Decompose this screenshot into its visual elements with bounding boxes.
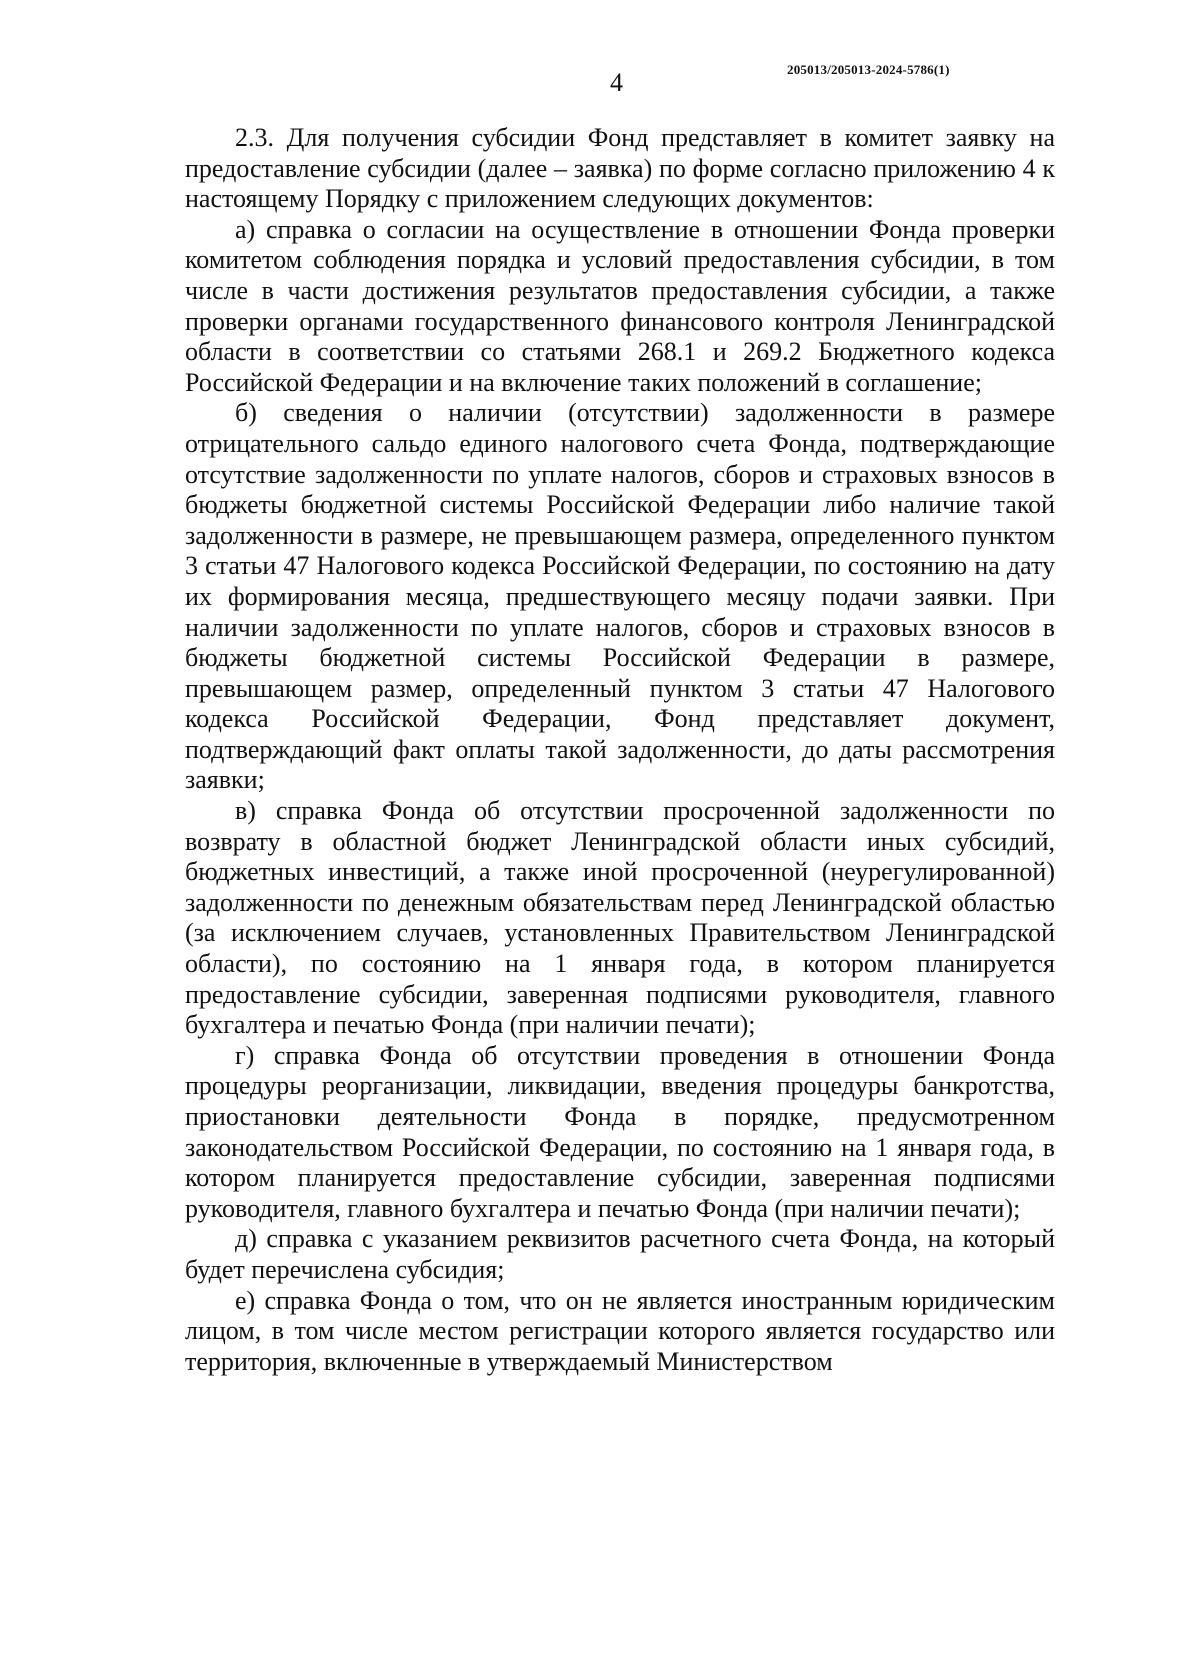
paragraph-item-a: а) справка о согласии на осуществление в отношении Фонда проверки комитетом соблюдения порядка и условий предоставления субсидии, в том числе в части достижения результатов предоставления субсидии, а также проверки органами государственного финансового контроля Ленинградской области в соответствии со статьями 268.1 и 269.2 Бюджетного кодекса Российской Федерации и на включение таких положений в соглашение;: [185, 214, 1055, 397]
document-body: [185, 123, 1055, 1377]
paragraph-2-3: 2.3. Для получения субсидии Фонд представляет в комитет заявку на предоставление субсидии (далее – заявка) по форме согласно приложению 4 к настоящему Порядку с приложением следующих документов:: [185, 123, 1055, 214]
paragraph-item-e: е) справка Фонда о том, что он не является иностранным юридическим лицом, в том числе местом регистрации которого является государство или территория, включенные в утверждаемый Министерством: [185, 1285, 1055, 1376]
paragraph-item-b: б) сведения о наличии (отсутствии) задолженности в размере отрицательного сальдо единого налогового счета Фонда, подтверждающие отсутствие задолженности по уплате налогов, сборов и страховых взносов в бюджеты бюджетной системы Российской Федерации либо наличие такой задолженности в размере, не превышающем размера, определенного пунктом 3 статьи 47 Налогового кодекса Российской Федерации, по состоянию на дату их формирования месяца, предшествующего месяцу подачи заявки. При наличии задолженности по уплате налогов, сборов и страховых взносов в бюджеты бюджетной системы Российской Федерации в размере, превышающем размер, определенный пунктом 3 статьи 47 Налогового кодекса Российской Федерации, Фонд представляет документ, подтверждающий факт оплаты такой задолженности, до даты рассмотрения заявки;: [185, 398, 1055, 795]
paragraph-item-d: д) справка с указанием реквизитов расчетного счета Фонда, на который будет перечислена субсидия;: [185, 1224, 1055, 1284]
paragraph-item-v: в) справка Фонда об отсутствии просроченной задолженности по возврату в областной бюджет Ленинградской области иных субсидий, бюджетных инвестиций, а также иной просроченной (неурегулированной) задолженности по денежным обязательствам перед Ленинградской областью (за исключением случаев, установленных Правительством Ленинградской области), по состоянию на 1 января года, в котором планируется предоставление субсидии, заверенная подписями руководителя, главного бухгалтера и печатью Фонда (при наличии печати);: [185, 796, 1055, 1040]
paragraph-item-g: г) справка Фонда об отсутствии проведения в отношении Фонда процедуры реорганизации, ликвидации, введения процедуры банкротства, приостановки деятельности Фонда в порядке, предусмотренном законодательством Российской Федерации, по состоянию на 1 января года, в котором планируется предоставление субсидии, заверенная подписями руководителя, главного бухгалтера и печатью Фонда (при наличии печати);: [185, 1040, 1055, 1223]
page-number: 4: [610, 68, 623, 97]
document-id: 205013/205013-2024-5786(1): [787, 62, 950, 77]
